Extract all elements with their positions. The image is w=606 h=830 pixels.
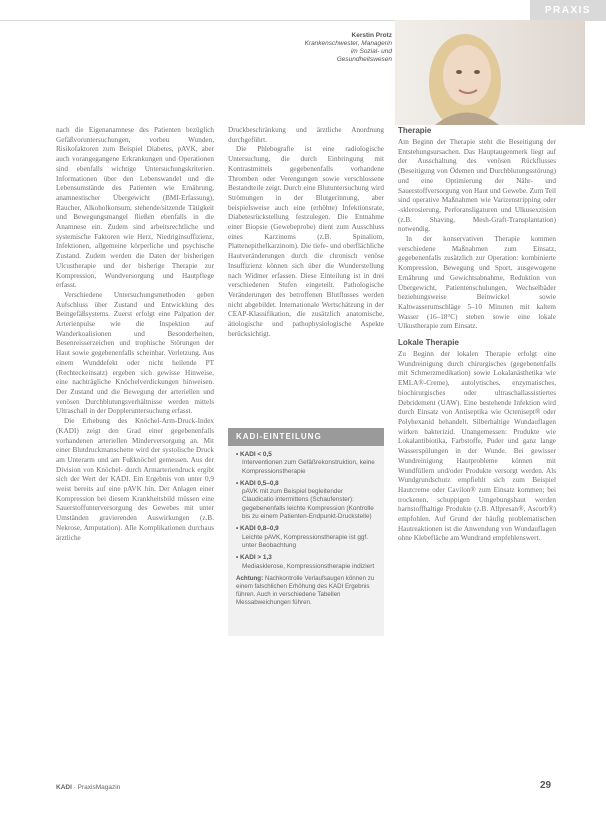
box-note	[236, 575, 376, 607]
author-caption	[300, 32, 392, 64]
entry-range: • KADI 0,8–0,9	[236, 525, 376, 533]
entry-text: pAVK mit zum Beispiel begleitender Claudicatio intermittens (Schaufenster): gegebenenfalls leichte Kompression (Kontrolle bis zu einem Patienten-Endpunkt-Druckstelle)	[242, 488, 374, 521]
paragraph: Die Phlebografie ist eine radiologische Untersuchung, die durch Einbringung mit Kontrastmittels gegebenenfalls vorhandene Thromben oder Verengungen sowie verschlossene Bestandteile zeigt. Durch eine Blutuntersuchung wird Strömungen in der Blutgerinnung, aber beispielsweise auch eine (erhöhte) Infektionsrate, Diabetesrückstellung festzulegen. Die Entnahme einer Biopsie (Gewebeprobe) dient zum Ausschluss eines Karzinoms (z.B. Spinaliom, Plattenepithelkarzinom). Die tiefe- und oberflächliche Hautveränderungen durch die chronisch venöse Insuffizienz können sich über die Wunderstellung nach Widmer erfassen. Diese Einteilung ist in drei verschiedenen Stufen eingeteilt. Pathologische Veränderungen des betroffenen Blutflusses werden nicht abgebildet. Internationale Wertschätzung in der CEAP-Klassifikation, die zusätzlich anatomische, ätiologische und pathophysiologische Aspekte berücksichtigt.	[228, 145, 384, 338]
paragraph: Zu Beginn der lokalen Therapie erfolgt eine Wundreinigung durch chirurgisches (gegebenenfalls mit Schmerzmedikation) sowie Lokalanästhetika wie EMLA®-Creme), autolytisches, enzymatisches, biochirurgisches oder ultraschallassistiertes Debridement (UAW). Eine bestehende Infektion wird durch Einsatz von Antiseptika wie Octenisept® oder Polyhexanid behandelt. Silberhaltige Wundauflagen wirken bakterizid. Unangemessen: Produkte wie Lokalantibiotika, Farbstoffe, Puder und ganz lange Wasserspülungen in der Wunde. Bei gewisser Wundreinigung Hautprobleme können mit Wundfüllern und/oder Produkte versorgt werden. Als Wundgrundschutz empfiehlt sich zum Beispiel Hautcreme oder Cavilon® zum Einsatz kommen; bei trockenen, schuppigen Umgebungshaut werden harnstoffhaltige Produkte (z.B. Allpresan®, Ascorb®) empfohlen. Auf Grund der häufig problematischen Hautreaktionen ist die Anwendung von Wundauflagen ohne Klebefläche am Wundrand empfehlenswert.	[398, 350, 556, 543]
page-number: 29	[540, 780, 552, 791]
entry-text: Leichte pAVK, Kompressionstherapie ist ggf. unter Beobachtung	[242, 533, 368, 549]
paragraph: Verschiedene Untersuchungsmethoden geben Aufschluss über Zustand und Entwicklung des Beingefäßsystems. Zuerst erfolgt eine Palpation der Arterienpulse wie die Inspektion auf Wanderkoalisionen und Besonderheiten, Besenreisserzeichen und trophische Störungen der Haut sowie gegebenenfalls scheinbar. Verletzung. Aus einem Wunddefekt oder nicht heilende PT (Rechteckeinsatz) ergeben sich gewisse Hinweise, eine nachträgliche Knöchelverdickungen hinweisen. Der Zustand und die Bewegung der arteriellen und venösen Durchblutungsverhältnisse werden mittels Ultraschall in der Doppleruntersuchung erfasst.	[56, 290, 214, 416]
entry-range: • KADI < 0,5	[236, 451, 376, 459]
footer-rest: · PraxisMagazin	[73, 784, 121, 791]
text-column-2	[228, 126, 384, 339]
section-heading: Therapie	[398, 126, 432, 135]
kadi-info-box	[228, 428, 384, 636]
entry-range: • KADI 0,5–0,8	[236, 480, 376, 488]
author-photo	[395, 20, 585, 125]
section-heading: Lokale Therapie	[398, 338, 459, 348]
entry-range: • KADI > 1,3	[236, 554, 376, 562]
author-name: Kerstin Protz	[351, 32, 392, 39]
list-item	[236, 525, 376, 550]
paragraph: Druckbeschränkung und ärztliche Anordnung durchgeführt.	[228, 126, 384, 144]
list-item	[236, 554, 376, 571]
list-item	[236, 480, 376, 521]
note-text: Nachkontrolle Verlaufsaugen können zu einem falschlichen Erhöhung des KADI Ergebnis führen. Auch in verschiedene Tabellen Messabweichungen führen.	[236, 574, 375, 606]
entry-text: Mediasklerose, Kompressionstherapie indiziert	[242, 562, 375, 570]
note-label: Achtung:	[236, 574, 264, 582]
text-column-1	[56, 126, 214, 543]
box-title: KADI-EINTEILUNG	[228, 428, 384, 446]
paragraph: Am Beginn der Therapie steht die Beseitigung der Entstehungsursachen. Das Hauptaugenmerk liegt auf der Ausschaltung des venösen Rückflusses (Beseitigung von Ödemen und Durchblutungsstörung) und eine Optimierung der Nähr- und Sauerstoffversorgung von Haut und Gewebe. Zum Teil sind operative Maßnahmen wie Varizenstripping oder -sklerosierung, Perforansligaturen und Ulkusexzision (z.B. Shaving, Mesh-Graft-Transplantation) notwendig.	[398, 138, 556, 234]
box-body	[228, 446, 384, 612]
list-item	[236, 451, 376, 476]
paragraph: nach die Eigenanamnese des Patienten bezüglich Gefäßvoruntersuchungen, vorbeu Wunden, Risikofaktoren zum Beispiel Diabetes, pAVK, aber auch vorangegangene Erkrankungen und Operationen sind ebenfalls wichtige Untersuchungskriterien. Informationen über den Lebenswandel und die Lebensumstände des Patienten wie Ernährung, anamnestischer Übergewicht (BMI-Erfassung), Raucher, Alkoholkonsum, stehende/sitzende Tätigkeit und Bewegungsmangel fließen ebenfalls in die Anamnese ein. Zudem sind arbeitsrechtliche und systemische Faktoren wie Herz, Niedriginsuffizienz, Infektionen, allgemeine körperliche und psychische Zustand. Zudem werden die Daten der bisherigen Ulcustherapie und der bisherige Therapie zur Kompression, Wundversorgung und Hautpflege erfasst.	[56, 126, 214, 290]
paragraph: Die Erhebung des Knöchel-Arm-Druck-Index (KADI) zeigt den Grad einer gegebenenfalls vorhandenen arteriellen Minderversorgung an. Mit einer Blutdruckmanschette wird der systolische Druck am Unterarm und am Fußknöchel gemessen. Aus der Division von Knöchel- durch Armarteriendruck ergibt sich der Wert der KADI. Ein Ergebnis von unter 0,9 weist bereits auf eine pAVK hin. Der Anlagen einer Kompression bei diesem Krankheitsbild müssen eine Sauerstoffunterversorgung des Gewebes mit unter Umständen gravierenden Auswirkungen (z.B. Nekrose, Amputation). Alle Komplikationen durchaus ärztliche	[56, 417, 214, 542]
text-column-3	[398, 126, 556, 544]
footer-name: KADI	[56, 784, 72, 791]
paragraph: In der konservativen Therapie kommen verschiedene Maßnahmen zum Einsatz, gegebenenfalls zusätzlich zur Operation: kombinierte Kompression, Bewegung und Sport, ausgewogene Ernährung und Gewichtsabnahme, Reduktion von Übergewicht, Patientenschulungen, Wechselbäder beziehungsweise Beinwickel sowie Kaltwasserumschläge 5–10 Minuten mit kaltem Wasser (16–18°C) stehen sowie eine lokale Ulkustherapie zum Einsatz.	[398, 235, 556, 331]
section-label: PRAXIS	[530, 0, 606, 20]
footer-source	[56, 784, 120, 791]
entry-text: Interventionen zum Gefäßrekonstruktion, keine Kompressionstherapie	[242, 459, 375, 475]
author-role: Krankenschwester, Managerin im Sozial- und Gesundheitswesen	[304, 40, 392, 63]
